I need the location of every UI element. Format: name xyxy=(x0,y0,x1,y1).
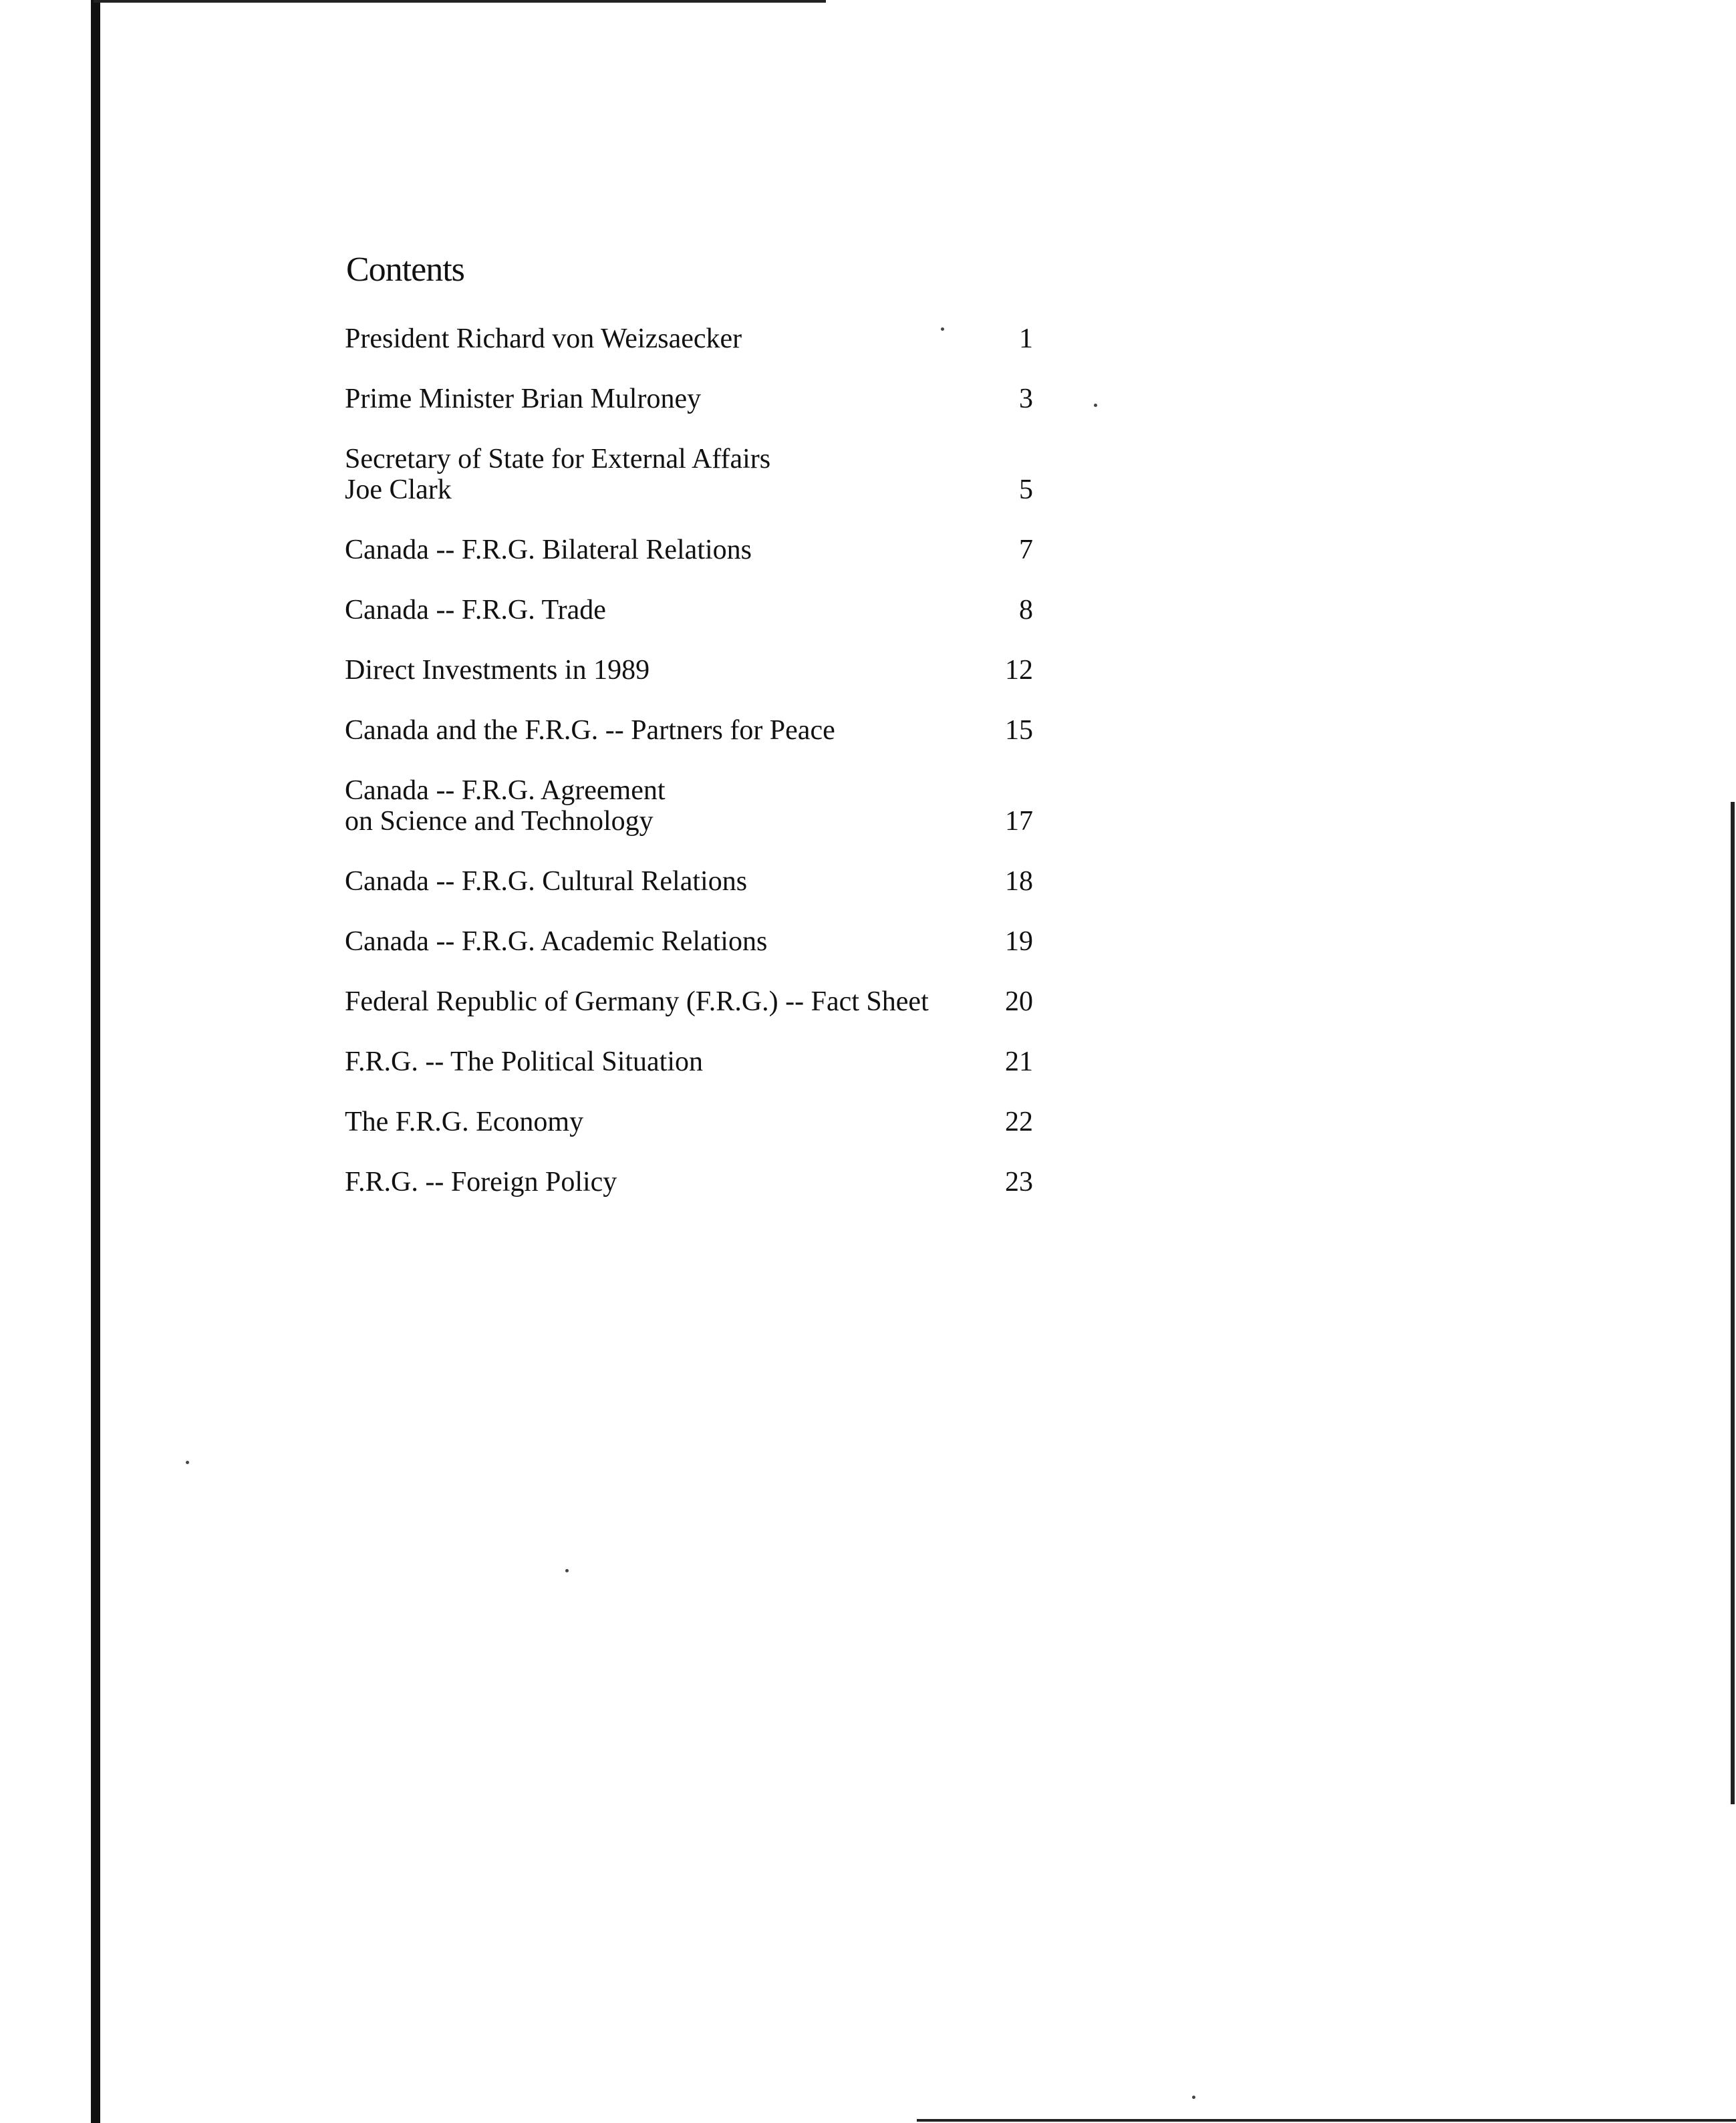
toc-entry-title: The F.R.G. Economy xyxy=(345,1107,584,1137)
toc-entry-page: 22 xyxy=(1005,1107,1033,1137)
toc-entry-page: 15 xyxy=(1005,715,1033,746)
toc-entry xyxy=(345,535,1033,565)
toc-entry-page: 3 xyxy=(1019,384,1033,414)
toc-entry xyxy=(345,1167,1033,1197)
toc-entry-title: Canada -- F.R.G. Cultural Relations xyxy=(345,866,748,897)
toc-entry-page: 1 xyxy=(1019,323,1033,354)
bottom-border-line xyxy=(917,2119,1736,2122)
toc-entry-page: 5 xyxy=(1019,474,1033,505)
toc-entry-page: 21 xyxy=(1005,1046,1033,1077)
page-title: Contents xyxy=(346,251,464,289)
scan-speck xyxy=(1192,2096,1195,2099)
toc-entry-title: F.R.G. -- The Political Situation xyxy=(345,1046,704,1077)
scan-speck xyxy=(186,1461,189,1464)
scan-speck xyxy=(1094,404,1097,407)
toc-entry-page: 18 xyxy=(1005,866,1033,897)
toc-entry-title: Canada -- F.R.G. Agreement on Science and Technology xyxy=(345,775,666,837)
toc-entry xyxy=(345,986,1033,1017)
toc-entry-page: 7 xyxy=(1019,535,1033,565)
toc-entry-title: Canada -- F.R.G. Academic Relations xyxy=(345,926,768,957)
toc-entry xyxy=(345,775,1033,837)
toc-entry xyxy=(345,866,1033,897)
toc-entry-title: Prime Minister Brian Mulroney xyxy=(345,384,702,414)
binding-edge xyxy=(91,0,100,2123)
toc-entry xyxy=(345,655,1033,686)
toc-entry xyxy=(345,595,1033,625)
toc-entry-title: Canada -- F.R.G. Trade xyxy=(345,595,606,625)
toc-entry xyxy=(345,1107,1033,1137)
toc-entry-page: 8 xyxy=(1019,595,1033,625)
toc-entry-title: President Richard von Weizsaecker xyxy=(345,323,742,354)
top-border-line xyxy=(94,0,826,3)
toc-entry xyxy=(345,323,1033,354)
toc-entry-page: 19 xyxy=(1005,926,1033,957)
right-border-line xyxy=(1731,802,1735,1804)
toc-entry xyxy=(345,1046,1033,1077)
toc-entry-page: 23 xyxy=(1005,1167,1033,1197)
toc-entry xyxy=(345,444,1033,505)
toc-entry-page: 20 xyxy=(1005,986,1033,1017)
toc-entry-title: F.R.G. -- Foreign Policy xyxy=(345,1167,617,1197)
toc-entry-page: 12 xyxy=(1005,655,1033,686)
toc-entry-title: Secretary of State for External Affairs Joe Clark xyxy=(345,444,771,505)
scan-speck xyxy=(565,1569,569,1572)
toc-entry-page: 17 xyxy=(1005,806,1033,837)
toc-entry xyxy=(345,926,1033,957)
toc-entry xyxy=(345,715,1033,746)
toc-entry-title: Federal Republic of Germany (F.R.G.) -- Fact Sheet xyxy=(345,986,929,1017)
toc-entry-title: Direct Investments in 1989 xyxy=(345,655,650,686)
toc-entry xyxy=(345,384,1033,414)
toc-entry-title: Canada -- F.R.G. Bilateral Relations xyxy=(345,535,752,565)
table-of-contents xyxy=(345,323,1033,1227)
toc-entry-title: Canada and the F.R.G. -- Partners for Peace xyxy=(345,715,835,746)
